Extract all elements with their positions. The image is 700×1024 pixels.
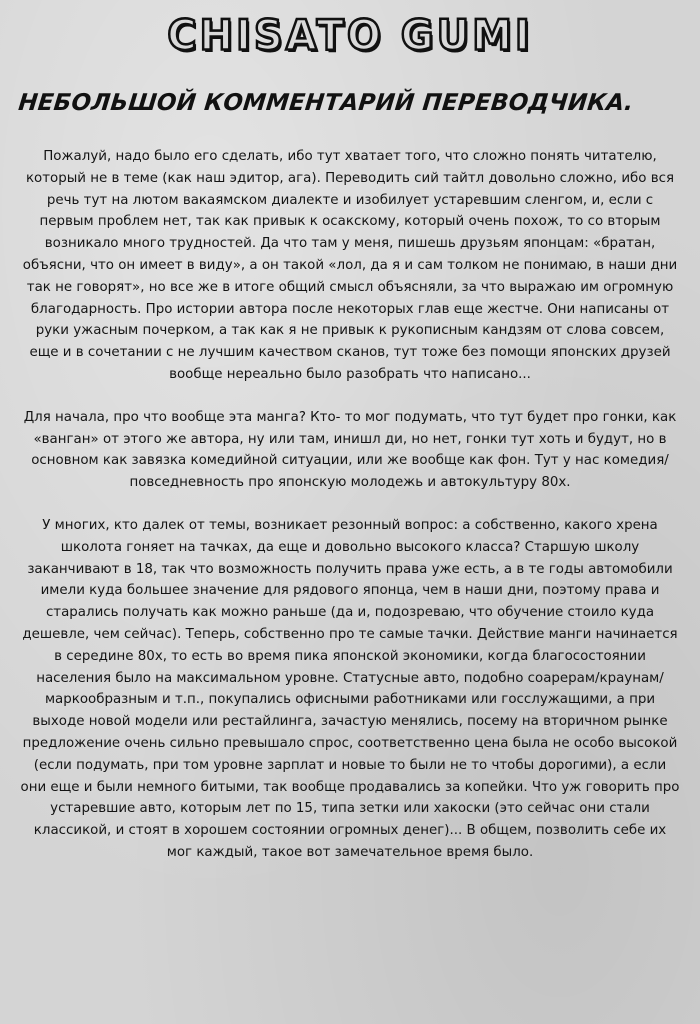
paragraph-about-manga: Для начала, про что вообще эта манга? Кто- то мог подумать, что тут будет про гонки, как «ванган» от этого же автора, ну или там, инишл ди, но нет, гонки тут хоть и будут, но в основном как завязка комедийной ситуации, или же вообще как фон. Тут у нас комедия/повседневность про японскую молодежь и автокультуру 80х.	[23, 409, 677, 491]
paragraph-intro: Пожалуй, надо было его сделать, ибо тут хватает того, что сложно понять читателю, который не в теме (как наш эдитор, ага). Переводить сий тайтл довольно сложно, ибо вся речь тут на лютом вакаямском диалекте и изобилует устаревшим сленгом, и, если с первым проблем нет, так как привык к осакскому, который очень похож, то со вторым возникало много трудностей. Да что там у меня, пишешь друзьям японцам: «братан, объясни, что он имеет в виду», а он такой «лол, да я и сам толком не понимаю, в наши дни так не говорят», но все же в итоге общий смысл объясняли, за что выражаю им огромную благодарность. Про истории автора после некоторых глав еще жестче. Они написаны от руки ужасным почерком, а так как я не привык к рукописным кандзям от слова совсем, еще и в сочетании с не лучшим качеством сканов, тут тоже без помощи японских друзей вообще нереально было разобрать что написано...	[22, 149, 678, 382]
scanlation-group-logo: CHISATO GUMI	[167, 11, 533, 61]
paragraph-about-cars: У многих, кто далек от темы, возникает резонный вопрос: а собственно, какого хрена школота гоняет на тачках, да еще и довольно высокого класса? Старшую школу заканчивают в 18, так что возможность получить права уже есть, а в те годы автомобили имели куда большее значение для рядового японца, чем в наши дни, поэтому права и старались получать как можно раньше (да и, подозреваю, что обучение стоило куда дешевле, чем сейчас). Теперь, собственно про те самые тачки. Действие манги начинается в середине 80х, то есть во время пика японской экономики, когда благосостоянии населения было на максимальном уровне. Статусные авто, подобно соарерам/краунам/маркообразным и т.п., покупались офисными работниками или госслужащими, а при выходе новой модели или рестайлинга, зачастую менялись, посему на вторичном рынке предложение очень сильно превышало спрос, соответственно цена была не особо высокой (если подумать, при том уровне зарплат и новые то были не то чтобы дорогими), а если они еще и были немного битыми, так вообще продавались за копейки. Что уж говорить про устаревшие авто, которым лет по 15, типа зетки или хакоски (это сейчас они стали классикой, и стоят в хорошем состоянии огромных денег)... В общем, позволить себе их мог каждый, такое вот замечательное время было.	[20, 517, 680, 860]
translator-comment-body	[20, 146, 680, 864]
page-heading: НЕБОЛЬШОЙ КОММЕНТАРИЙ ПЕРЕВОДЧИКА.	[17, 90, 635, 116]
